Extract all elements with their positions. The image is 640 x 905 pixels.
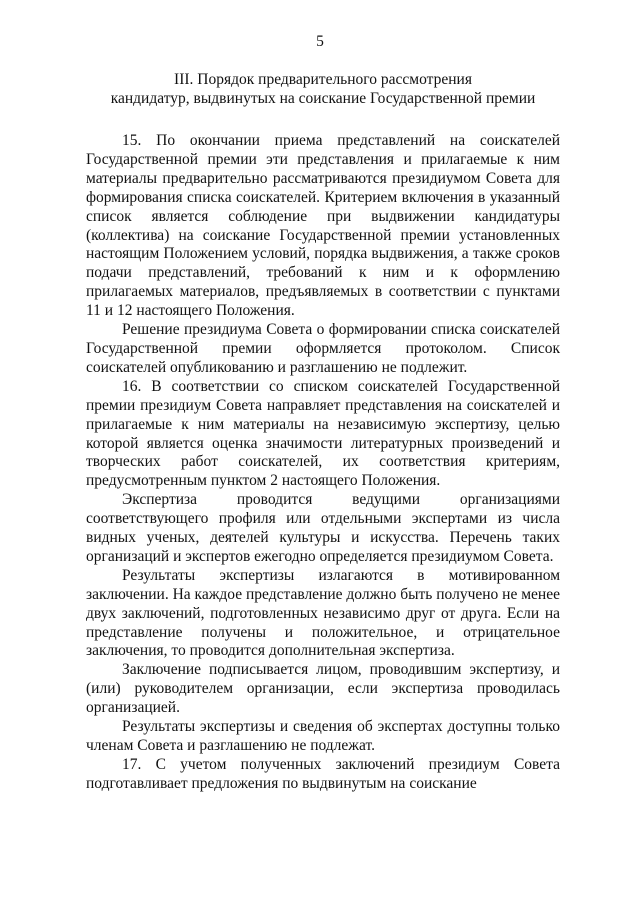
document-body (86, 132, 560, 794)
paragraph-decision: Решение президиума Совета о формировании списка соискателей Государственной премии оформляется протоколом. Список соискателей опубликованию и разглашению не подлежит. (86, 321, 560, 376)
section-heading (86, 70, 560, 108)
paragraph-expertise-results: Результаты экспертизы излагаются в мотивированном заключении. На каждое представление должно быть получено не менее двух заключений, подготовленных независимо друг от друга. Если на представление получены и положительное, и отрицательное заключения, то проводится дополнительная экспертиза. (86, 566, 560, 660)
section-heading-line-1: III. Порядок предварительного рассмотрения (174, 71, 472, 88)
page-number: 5 (316, 33, 324, 50)
paragraph-16: 16. В соответствии со списком соискателей Государственной премии президиум Совета направляет представления на соискателей и прилагаемые к ним материалы на независимую экспертизу, целью которой является оценка значимости литературных произведений и творческих работ соискателей, их соответствия критериям, предусмотренным пунктом 2 настоящего Положения. (86, 377, 560, 490)
paragraph-conclusion-signing: Заключение подписывается лицом, проводившим экспертизу, и (или) руководителем организации, если экспертиза проводилась организацией. (86, 661, 560, 717)
paragraph-15: 15. По окончании приема представлений на соискателей Государственной премии эти представления и прилагаемые к ним материалы предварительно рассматриваются президиумом Совета для формирования списка соискателей. Критерием включения в указанный список является соблюдение при выдвижении кандидатуры (коллектива) на соискание Государственной премии установленных настоящим Положением условий, порядка выдвижения, а также сроков подачи представлений, требований к ним и к оформлению прилагаемых материалов, предъявляемых в соответствии с пунктами 11 и 12 настоящего Положения. (86, 132, 560, 320)
paragraph-expertise: Экспертиза проводится ведущими организациями соответствующего профиля или отдельными экспертами из числа видных ученых, деятелей культуры и искусства. Перечень таких организаций и экспертов ежегодно определяется президиумом Совета. (86, 491, 560, 565)
section-heading-line-2: кандидатур, выдвинутых на соискание Государственной премии (110, 90, 536, 107)
paragraph-17: 17. С учетом полученных заключений президиум Совета подготавливает предложения по выдвинутым на соискание (86, 755, 560, 792)
paragraph-confidentiality: Результаты экспертизы и сведения об экспертах доступны только членам Совета и разглашению не подлежат. (86, 718, 560, 754)
